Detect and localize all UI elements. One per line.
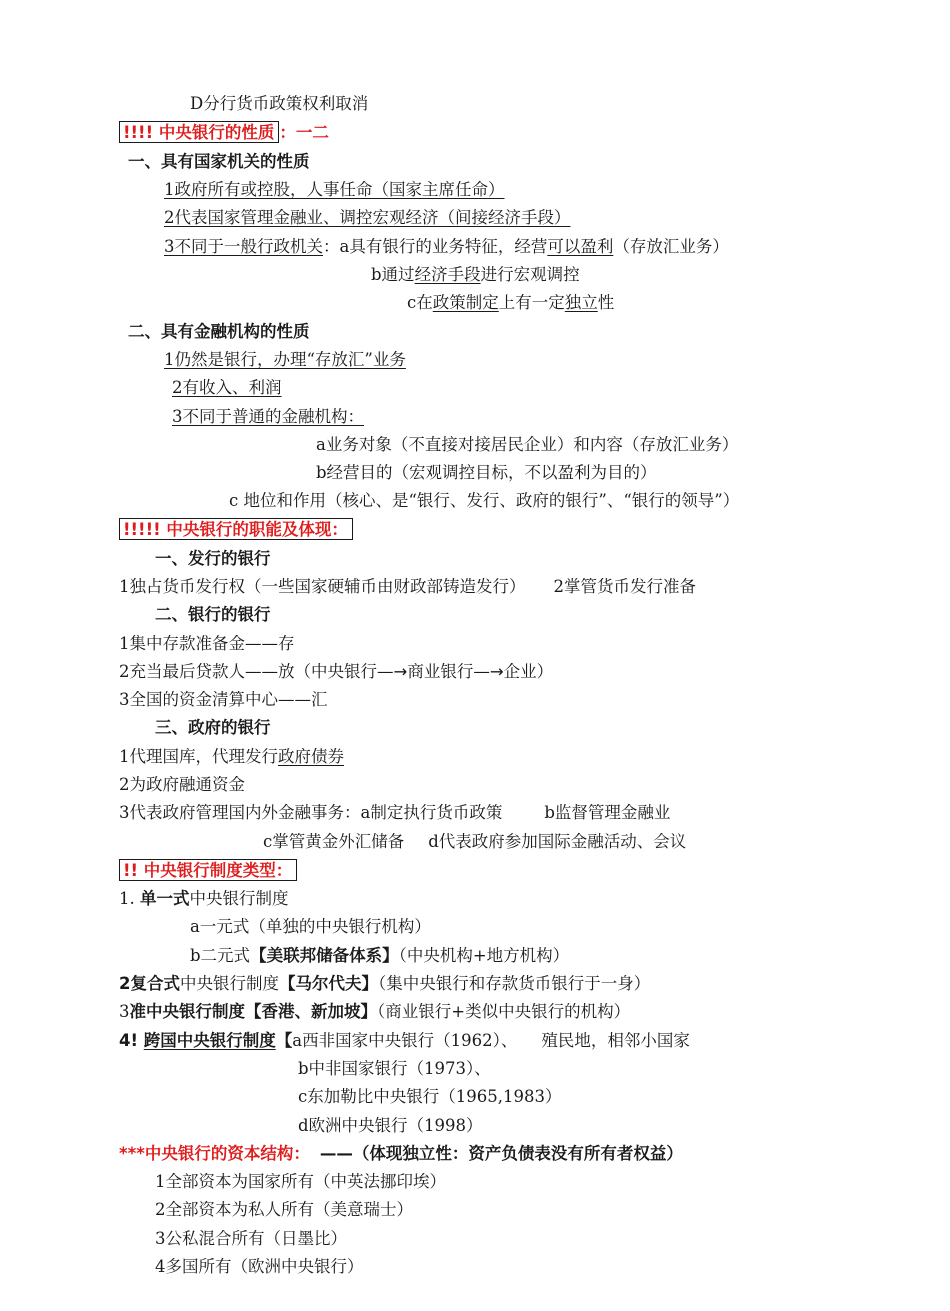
text-line: 3不同于普通的金融机构： — [172, 407, 364, 426]
text-line: c 地位和作用（核心、是“银行、发行、政府的银行”、“银行的领导”） — [229, 491, 740, 510]
text-line: d欧洲中央银行（1998） — [298, 1116, 483, 1135]
cut-off-line-clip — [0, 1256, 950, 1276]
subheading: 二、银行的银行 — [155, 605, 271, 624]
text-line: 1仍然是银行，办理“存放汇”业务 — [164, 350, 406, 369]
text-line: 2代表国家管理金融业、调控宏观经济（间接经济手段） — [164, 208, 571, 227]
text-line: 2有收入、利润 — [172, 378, 282, 397]
boxed-heading: !!!!! 中央银行的职能及体现： — [119, 518, 353, 540]
text-line: 2充当最后贷款人——放（中央银行—→商业银行—→企业） — [119, 662, 554, 681]
text-line: 1全部资本为国家所有（中英法挪印埃） — [155, 1172, 446, 1191]
text-line: c东加勒比中央银行（1965,1983） — [298, 1087, 562, 1106]
text-line: 4! 跨国中央银行制度【a西非国家中央银行（1962）、 殖民地，相邻小国家 — [119, 1031, 690, 1050]
text-line: 3公私混合所有（日墨比） — [155, 1229, 347, 1248]
text-line: a业务对象（不直接对接居民企业）和内容（存放汇业务） — [316, 435, 739, 454]
text-line: 1独占货币发行权（一些国家硬辅币由财政部铸造发行） 2掌管货币发行准备 — [119, 577, 696, 596]
section-heading — [119, 519, 353, 541]
boxed-heading: !! 中央银行制度类型： — [119, 859, 297, 881]
text-line: b通过经济手段进行宏观调控 — [371, 265, 580, 284]
text-line: 4多国所有（欧洲中央银行） — [155, 1257, 364, 1276]
text-line: c掌管黄金外汇储备 d代表政府参加国际金融活动、会议 — [263, 832, 687, 851]
text-line: b二元式【美联邦储备体系】（中央机构+地方机构） — [190, 946, 570, 965]
text-line: 1政府所有或控股，人事任命（国家主席任命） — [164, 180, 505, 199]
boxed-heading: !!!! 中央银行的性质 — [119, 121, 279, 143]
text-line: a一元式（单独的中央银行机构） — [190, 917, 431, 936]
subheading: 一、具有国家机关的性质 — [128, 152, 310, 171]
text-line: c在政策制定上有一定独立性 — [407, 293, 615, 312]
arrow-right-icon: → — [393, 662, 408, 681]
subheading: 一、发行的银行 — [155, 549, 271, 568]
subheading: 二、具有金融机构的性质 — [128, 322, 310, 341]
text-line: 2全部资本为私人所有（美意瑞士） — [155, 1200, 413, 1219]
text-line: 3准中央银行制度【香港、新加坡】（商业银行+类似中央银行的机构） — [119, 1002, 631, 1021]
section-heading: ***中央银行的资本结构： ——（体现独立性：资产负债表没有所有者权益） — [119, 1144, 683, 1163]
text-line: 3不同于一般行政机关：a具有银行的业务特征，经营可以盈利（存放汇业务） — [164, 237, 729, 256]
text-line: 3代表政府管理国内外金融事务：a制定执行货币政策 b监督管理金融业 — [119, 803, 671, 822]
text-line: 1集中存款准备金——存 — [119, 634, 295, 653]
text-line: b经营目的（宏观调控目标，不以盈利为目的） — [316, 463, 657, 482]
arrow-right-icon: → — [489, 662, 504, 681]
subheading: 三、政府的银行 — [155, 718, 271, 737]
text-line: 3全国的资金清算中心——汇 — [119, 690, 328, 709]
text-line: D分行货币政策权利取消 — [190, 94, 369, 113]
text-line: 1代理国库，代理发行政府债券 — [119, 747, 344, 766]
text-line: 2复合式中央银行制度【马尔代夫】（集中央银行和存款货币银行于一身） — [119, 974, 651, 993]
section-heading — [119, 860, 297, 882]
text-line: 1. 单一式中央银行制度 — [119, 889, 289, 908]
text-line: 2为政府融通资金 — [119, 775, 245, 794]
text-line: b中非国家银行（1973）、 — [298, 1059, 491, 1078]
section-heading: !!!! 中央银行的性质 ：一二 — [119, 122, 329, 144]
